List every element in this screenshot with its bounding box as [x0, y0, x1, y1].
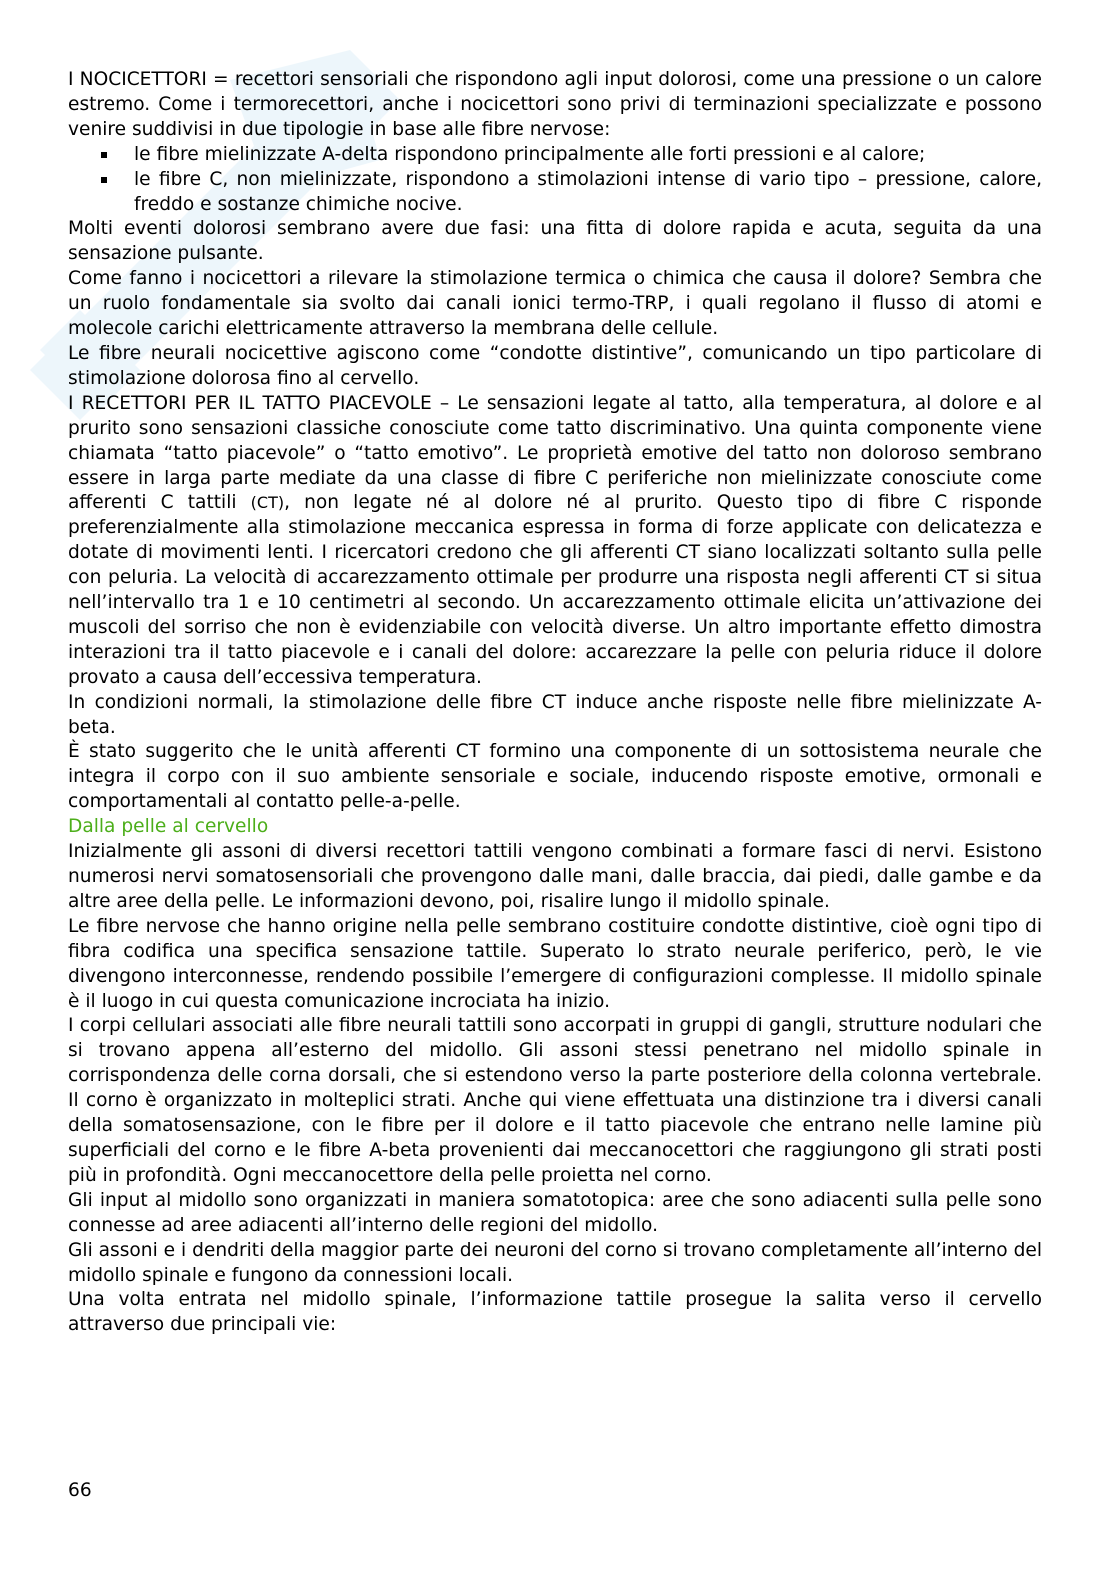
bullet-item: le fibre mielinizzate A-delta rispondono principalmente alle forti pressioni e al calore; [134, 143, 1042, 168]
paragraph-canali-trp: Come fanno i nocicettori a rilevare la stimolazione termica o chimica che causa il dolore? Sembra che un ruolo fondamentale sia svolto dai canali ionici termo-TRP, i quali regolano il flusso di atomi e molecole carichi elettricamente attraverso la membrana delle cellule. [68, 268, 1042, 340]
paragraph-eventi-dolorosi: Molti eventi dolorosi sembrano avere due fasi: una fitta di dolore rapida e acuta, seguita da una sensazione pulsante. [68, 218, 1042, 265]
paragraph-connessioni-locali: Gli assoni e i dendriti della maggior parte dei neuroni del corno si trovano completamente all’interno del midollo spinale e fungono da connessioni locali. [68, 1239, 1042, 1286]
bullet-item: le fibre C, non mielinizzate, rispondono a stimolazioni intense di vario tipo – pressione, calore, freddo e sostanze chimiche nocive. [134, 168, 1042, 218]
document-body [68, 68, 1042, 1338]
text-segment: , non legate né al dolore né al prurito. Questo tipo di fibre C risponde preferenzialmente alla stimolazione meccanica espressa in forma di forze applicate con delicatezza e dotate di movimenti lenti. I ricercatori credono che gli afferenti CT siano localizzati soltanto sulla pelle con peluria. La velocità di accarezzamento ottimale per produrre una risposta negli afferenti CT si situa nell’intervallo tra 1 e 10 centimetri al secondo. Un accarezzamento ottimale elicita un’attivazione dei muscoli del sorriso che non è evidenziabile con velocità diverse. Un altro importante effetto dimostra interazioni tra il tatto piacevole e i canali del dolore: accarezzare la pelle con peluria riduce il dolore provato a causa dell’eccessiva temperatura. [68, 492, 1042, 688]
paragraph-gangli: I corpi cellulari associati alle fibre neurali tattili sono accorpati in gruppi di gangli, strutture nodulari che si trovano appena all’esterno del midollo. Gli assoni stessi penetrano nel midollo spinale in corrispondenza delle corna dorsali, che si estendono verso la parte posteriore della colonna vertebrale. Il corno è organizzato in molteplici strati. Anche qui viene effettuata una distinzione tra i diversi canali della somatosensazione, con le fibre per il dolore e il tatto piacevole che entrano nelle lamine più superficiali del corno e le fibre A-beta provenienti dai meccanocettori che raggiungono gli strati posti più in profondità. Ogni meccanocettore della pelle proietta nel corno. [68, 1015, 1042, 1186]
paragraph-somatotopica: Gli input al midollo sono organizzati in maniera somatotopica: aree che sono adiacenti sulla pelle sono connesse ad aree adiacenti all’interno delle regioni del midollo. [68, 1189, 1042, 1236]
paragraph-tatto-piacevole [68, 392, 1042, 691]
abbreviation-ct: (CT) [250, 493, 285, 513]
bullet-list [68, 143, 1042, 218]
paragraph-sottosistema-neurale: È stato suggerito che le unità afferenti CT formino una componente di un sottosistema neurale che integra il corpo con il suo ambiente sensoriale e sociale, inducendo risposte emotive, ormonali e comportamentali al contatto pelle-a-pelle. [68, 741, 1042, 813]
paragraph-due-vie: Una volta entrata nel midollo spinale, l’informazione tattile prosegue la salita verso il cervello attraverso due principali vie: [68, 1289, 1042, 1336]
text-segment: I RECETTORI PER IL TATTO PIACEVOLE – Le sensazioni legate al tatto, alla temperatura, al dolore e al prurito sono sensazioni classiche conosciute come tatto discriminativo. Una quinta componente viene chiamata “tatto piacevole” o “tatto emotivo”. Le proprietà emotive del tatto non doloroso sembrano essere in larga parte mediate da una classe di fibre C periferiche non mielinizzate conosciute come afferenti C tattili [68, 392, 1042, 514]
paragraph-fibre-nocicettive: Le fibre neurali nocicettive agiscono come “condotte distintive”, comunicando un tipo particolare di stimolazione dolorosa fino al cervello. [68, 342, 1042, 389]
paragraph-condizioni-normali: In condizioni normali, la stimolazione delle fibre CT induce anche risposte nelle fibre mielinizzate A-beta. [68, 691, 1042, 738]
paragraph-nocicettori: I NOCICETTORI = recettori sensoriali che rispondono agli input dolorosi, come una pressione o un calore estremo. Come i termorecettori, anche i nocicettori sono privi di terminazioni specializzate e possono venire suddivisi in due tipologie in base alle fibre nervose: [68, 69, 1042, 140]
page-number: 66 [68, 1480, 92, 1501]
paragraph-fasci-nervi: Inizialmente gli assoni di diversi recettori tattili vengono combinati a formare fasci di nervi. Esistono numerosi nervi somatosensoriali che provengono dalle mani, dalle braccia, dai piedi, dalle gambe e da altre aree della pelle. Le informazioni devono, poi, risalire lungo il midollo spinale. [68, 841, 1042, 912]
section-heading: Dalla pelle al cervello [68, 816, 269, 838]
paragraph-condotte-distintive: Le fibre nervose che hanno origine nella pelle sembrano costituire condotte distintive, cioè ogni tipo di fibra codifica una specifica sensazione tattile. Superato lo strato neurale periferico, però, le vie divengono interconnesse, rendendo possibile l’emergere di configurazioni complesse. Il midollo spinale è il luogo in cui questa comunicazione incrociata ha inizio. [68, 915, 1042, 1012]
